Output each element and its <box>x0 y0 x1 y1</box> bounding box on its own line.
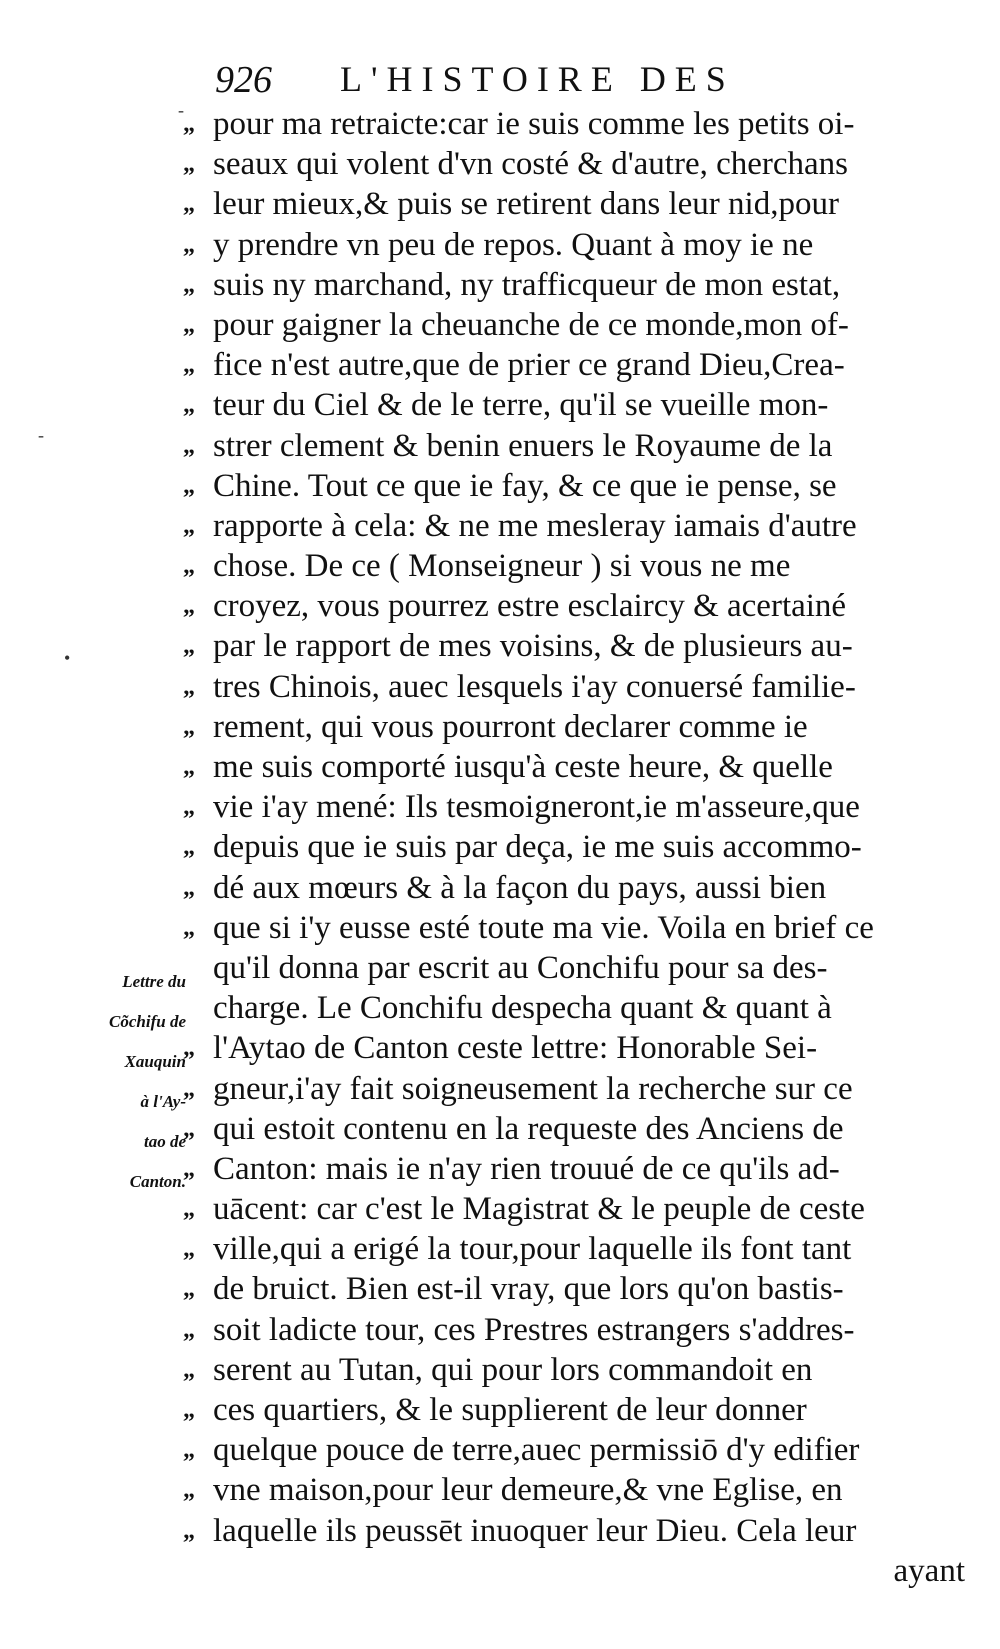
running-title: L'HISTOIRE DES <box>340 59 735 99</box>
quotation-mark: „ <box>183 1316 195 1343</box>
line-text: Canton: mais ie n'ay rien trouué de ce qu'ils ad- <box>213 1150 840 1187</box>
line-text: depuis que ie suis par deça, ie me suis accommo- <box>213 829 862 866</box>
line-text: charge. Le Conchifu despecha quant & quant à <box>213 990 832 1027</box>
stray-mark: • <box>64 648 71 668</box>
line-text: uācent: car c'est le Magistrat & le peuple de ceste <box>213 1191 865 1228</box>
line-text: serent au Tutan, qui pour lors commandoit en <box>213 1351 813 1388</box>
line-text: fice n'est autre,que de prier ce grand Dieu,Crea- <box>213 347 845 384</box>
quotation-mark: „ <box>183 914 195 941</box>
line-text: quelque pouce de terre,auec permissiō d'y edifier <box>213 1432 860 1469</box>
quotation-mark: „ <box>183 1437 195 1464</box>
line-text: seaux qui volent d'vn costé & d'autre, cherchans <box>213 146 849 183</box>
line-text: gneur,i'ay fait soigneusement la recherche sur ce <box>213 1070 853 1107</box>
quotation-mark: „ <box>183 1477 195 1504</box>
text-line <box>175 265 975 305</box>
text-line <box>175 426 975 466</box>
text-line <box>175 667 975 707</box>
line-text: rapporte à cela: & ne me mesleray iamais d'autre <box>213 507 857 544</box>
quotation-mark: „ <box>183 472 195 499</box>
line-text: que si i'y eusse esté toute ma vie. Voila en brief ce <box>213 909 874 946</box>
line-text: strer clement & benin enuers le Royaume de la <box>213 427 833 464</box>
quotation-mark: „ <box>183 834 195 861</box>
quotation-mark: „ <box>183 271 195 298</box>
marginal-note-line: Xauquin <box>124 1052 186 1071</box>
line-text: vie i'ay mené: Ils tesmoigneront,ie m'asseure,que <box>213 789 860 826</box>
line-text: vne maison,pour leur demeure,& vne Eglise, en <box>213 1472 843 1509</box>
line-text: l'Aytao de Canton ceste lettre: Honorable Sei- <box>213 1030 818 1067</box>
text-line <box>175 747 975 787</box>
marginal-note-line: Lettre du <box>122 972 186 991</box>
quotation-mark: „ <box>183 593 195 620</box>
quotation-mark: „ <box>183 874 195 901</box>
quotation-mark: „ <box>183 151 195 178</box>
quotation-mark: „ <box>183 1356 195 1383</box>
quotation-mark: „ <box>183 111 195 137</box>
text-line <box>175 707 975 747</box>
line-text: par le rapport de mes voisins, & de plusieurs au- <box>213 628 853 665</box>
text-line <box>175 1109 975 1149</box>
line-text: pour gaigner la cheuanche de ce monde,mon of- <box>213 306 849 343</box>
line-text: Chine. Tout ce que ie fay, & ce que ie pense, se <box>213 467 837 504</box>
text-line <box>175 1470 975 1510</box>
text-line <box>175 345 975 385</box>
line-text: qu'il donna par escrit au Conchifu pour sa des- <box>213 949 828 986</box>
marginal-note-line: Cõchifu de <box>109 1012 186 1031</box>
quotation-mark: „ <box>183 1075 195 1102</box>
quotation-mark: „ <box>183 1155 195 1182</box>
quotation-mark: „ <box>183 512 195 539</box>
line-text: croyez, vous pourrez estre esclaircy & acertainé <box>213 588 847 625</box>
line-text: dé aux mœurs & à la façon du pays, aussi bien <box>213 869 827 906</box>
line-text: chose. De ce ( Monseigneur ) si vous ne me <box>213 548 791 585</box>
quotation-mark: „ <box>183 794 195 821</box>
line-text: laquelle ils peussēt inuoquer leur Dieu. Cela leur <box>213 1512 857 1549</box>
line-text: de bruict. Bien est-il vray, que lors qu'on bastis- <box>213 1271 844 1308</box>
line-text: qui estoit contenu en la requeste des Anciens de <box>213 1110 844 1147</box>
page-number: 926 <box>215 59 272 101</box>
stray-mark: - <box>178 100 184 120</box>
quotation-mark: „ <box>183 1517 195 1544</box>
text-line <box>175 305 975 345</box>
line-text: y prendre vn peu de repos. Quant à moy ie ne <box>213 226 814 263</box>
line-text: ville,qui a erigé la tour,pour laquelle ils font tant <box>213 1231 852 1268</box>
line-text: tres Chinois, auec lesquels i'ay conuersé familie- <box>213 668 856 705</box>
stray-mark: - <box>38 425 44 445</box>
text-line <box>175 1390 975 1430</box>
text-line <box>175 1511 975 1551</box>
text-line <box>175 586 975 626</box>
text-line <box>175 1229 975 1269</box>
text-line <box>175 184 975 224</box>
catchword: ayant <box>893 1552 965 1589</box>
text-line <box>175 546 975 586</box>
marginal-note-line: Canton. <box>129 1172 186 1191</box>
quotation-mark: „ <box>183 1035 195 1062</box>
text-line <box>175 1149 975 1189</box>
marginal-note-line: tao de <box>143 1132 186 1151</box>
quotation-mark: „ <box>183 1196 195 1223</box>
line-text: leur mieux,& puis se retirent dans leur nid,pour <box>213 186 839 223</box>
quotation-mark: „ <box>183 754 195 780</box>
quotation-mark: „ <box>183 392 195 419</box>
text-line <box>175 626 975 666</box>
line-text: soit ladicte tour, ces Prestres estrangers s'addres- <box>213 1311 855 1348</box>
line-text: teur du Ciel & de le terre, qu'il se vueille mon- <box>213 387 829 424</box>
marginal-note-line: à l'Ay- <box>140 1092 186 1111</box>
text-line <box>175 827 975 867</box>
text-line <box>175 1269 975 1309</box>
quotation-mark: „ <box>183 673 195 700</box>
text-line <box>175 225 975 265</box>
marginal-note <box>74 962 186 1202</box>
line-text: ces quartiers, & le supplierent de leur donner <box>213 1392 807 1428</box>
catchword-line <box>175 1551 975 1591</box>
text-line <box>175 1350 975 1390</box>
text-line <box>175 144 975 184</box>
text-line <box>175 104 975 144</box>
text-line <box>175 868 975 908</box>
quotation-mark: „ <box>183 1236 195 1263</box>
body-text <box>175 104 975 1591</box>
quotation-mark: „ <box>183 231 195 258</box>
text-line <box>175 1189 975 1229</box>
text-line <box>175 385 975 425</box>
line-text: pour ma retraicte:car ie suis comme les petits oi- <box>213 106 855 142</box>
text-line <box>175 1310 975 1350</box>
quotation-mark: „ <box>183 432 195 459</box>
text-line <box>175 908 975 948</box>
quotation-mark: „ <box>183 311 195 338</box>
line-text: suis ny marchand, ny trafficqueur de mon estat, <box>213 266 841 303</box>
line-text: rement, qui vous pourront declarer comme ie <box>213 708 808 745</box>
text-line <box>175 787 975 827</box>
quotation-mark: „ <box>183 1397 195 1423</box>
quotation-mark: „ <box>183 191 195 218</box>
quotation-mark: „ <box>183 633 195 660</box>
quotation-mark: „ <box>183 553 195 580</box>
text-line <box>175 1430 975 1470</box>
text-line <box>175 466 975 506</box>
page-header <box>215 58 975 108</box>
text-line <box>175 948 975 988</box>
text-line <box>175 1069 975 1109</box>
text-line <box>175 1028 975 1068</box>
quotation-mark: „ <box>183 1276 195 1303</box>
quotation-mark: „ <box>183 713 195 740</box>
text-line <box>175 506 975 546</box>
line-text: me suis comporté iusqu'à ceste heure, & quelle <box>213 749 833 785</box>
text-line <box>175 988 975 1028</box>
quotation-mark: „ <box>183 352 195 379</box>
quotation-mark: „ <box>183 1115 195 1142</box>
